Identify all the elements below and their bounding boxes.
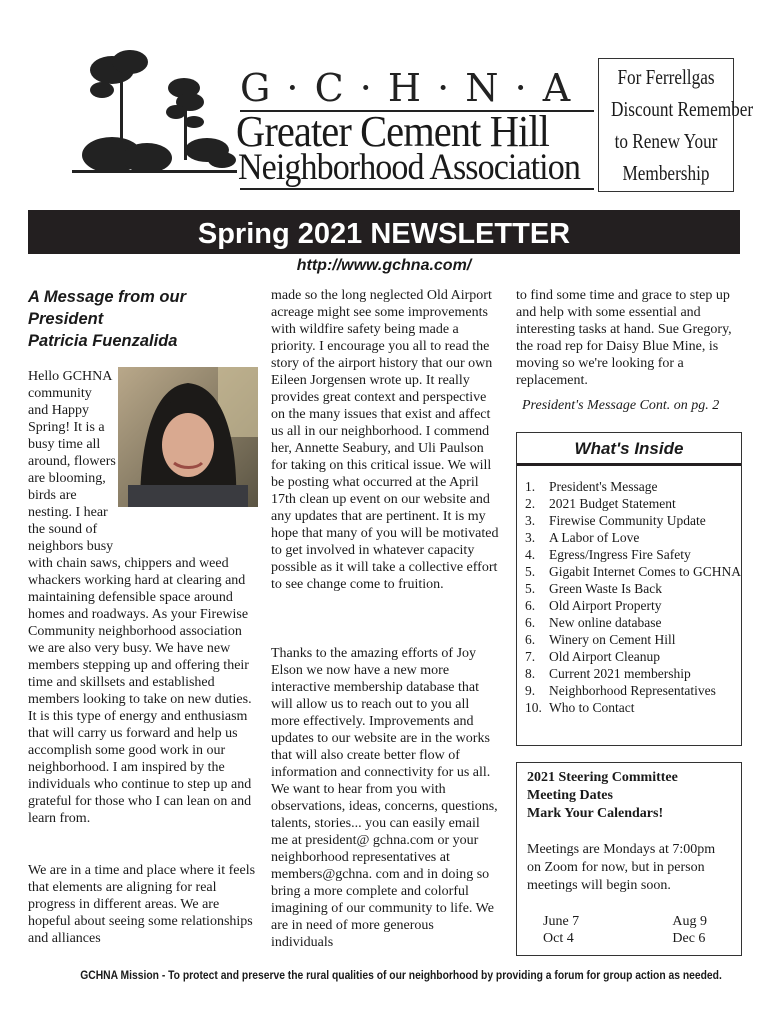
logo-trees-illustration bbox=[72, 40, 237, 190]
toc-item bbox=[525, 580, 741, 597]
toc-item-title: Firewise Community Update bbox=[549, 513, 706, 528]
president-message-paragraph: with chain saws, chippers and weed whackers working hard at clearing and maintaining defensible space around homes and roadways. As your Firewise Community neighborhood association we are also very busy. We have new members stepping up and offering their time and skillsets and established members looking to take on new duties. It is this type of energy and enthusiasm that will carry us forward and help us accomplish some good work in our neighborhood. I am inspired by the individuals who continue to step up and grateful for those who I can lean on and learn from. bbox=[28, 556, 252, 826]
promo-line: Membership bbox=[622, 161, 710, 185]
toc-item-title: Neighborhood Representatives bbox=[549, 683, 716, 698]
toc-item-number: 4. bbox=[525, 547, 536, 562]
header-rule-bottom bbox=[240, 188, 594, 190]
title-line: Patricia Fuenzalida bbox=[28, 332, 178, 350]
org-acronym: G · C · H · N · A bbox=[240, 66, 573, 110]
president-message-title bbox=[28, 286, 258, 352]
toc-item bbox=[525, 529, 741, 546]
intro-line: and Happy bbox=[28, 403, 90, 418]
toc-item bbox=[525, 631, 741, 648]
toc-item bbox=[525, 648, 741, 665]
toc-item-number: 2. bbox=[525, 496, 536, 511]
promo-line: to Renew Your bbox=[614, 129, 718, 153]
toc-item-title: Green Waste Is Back bbox=[549, 581, 662, 596]
promo-line: For Ferrellgas bbox=[617, 65, 715, 89]
toc-item bbox=[525, 682, 741, 699]
meeting-date: Dec 6 bbox=[672, 931, 706, 946]
president-message-paragraph: to find some time and grace to step up and help with some essential and interesting tasks at hand. Sue Gregory, the road rep for Daisy Blue Mine, is moving so we're looking for a replacement. bbox=[516, 288, 732, 388]
toc-item bbox=[525, 512, 741, 529]
toc-item bbox=[525, 495, 741, 512]
president-message-intro bbox=[28, 368, 116, 555]
toc-item bbox=[525, 597, 741, 614]
meeting-date: June 7 bbox=[543, 914, 580, 929]
title-line: President bbox=[28, 310, 104, 328]
toc-item-title: Old Airport Cleanup bbox=[549, 649, 660, 664]
dates-left bbox=[543, 913, 579, 947]
whats-inside-title: What's Inside bbox=[574, 439, 684, 458]
toc-item-title: Gigabit Internet Comes to GCHNA bbox=[549, 564, 741, 579]
intro-line: around, flowers bbox=[28, 454, 116, 469]
steering-body: Meetings are Mondays at 7:00pm on Zoom for now, but in person meetings will begin soon. bbox=[527, 842, 716, 893]
dates-right bbox=[672, 913, 707, 947]
promo-line: Discount Remember bbox=[611, 97, 754, 121]
whats-inside-box bbox=[516, 432, 742, 746]
toc-item-number: 8. bbox=[525, 666, 536, 681]
toc-item-title: Egress/Ingress Fire Safety bbox=[549, 547, 691, 562]
intro-line: birds are bbox=[28, 488, 77, 503]
meeting-date: Aug 9 bbox=[672, 914, 707, 929]
toc-item-number: 1. bbox=[525, 479, 536, 494]
toc-item bbox=[525, 546, 741, 563]
toc-item-title: New online database bbox=[549, 615, 662, 630]
org-name-line2: Neighborhood Association bbox=[238, 147, 580, 188]
toc-item-number: 7. bbox=[525, 649, 536, 664]
president-message-paragraph: made so the long neglected Old Airport acreage might see some improvements with wildfire safety being made a priority. I encourage you all to read the story of the airport history that our own Eileen Jorgensen wrote up. It really provides great context and perspective on the many issues that exist and affect us all in our neighborhood. I commend her, Annette Seabury, and Uli Paulson for taking on this critical issue. We will be posting what occurred at the April 17th clean up event on our website and any updates that are pertinent. It is my hope that many of you will be motivated to get involved in whatever capacity possible as it will take a collective effort to see change come to fruition. bbox=[271, 288, 499, 592]
mission-statement bbox=[28, 968, 742, 982]
toc-item-title: Winery on Cement Hill bbox=[549, 632, 676, 647]
toc-item-number: 6. bbox=[525, 615, 536, 630]
toc-item-title: 2021 Budget Statement bbox=[549, 496, 676, 511]
title-line: A Message from our bbox=[28, 288, 187, 306]
whats-inside-rule bbox=[517, 463, 741, 466]
toc-item-number: 3. bbox=[525, 513, 536, 528]
toc-item bbox=[525, 563, 741, 580]
toc-item-number: 10. bbox=[525, 700, 542, 715]
toc-item-number: 5. bbox=[525, 581, 536, 596]
toc-item-title: Current 2021 membership bbox=[549, 666, 691, 681]
toc-item-number: 6. bbox=[525, 598, 536, 613]
toc-item bbox=[525, 614, 741, 631]
intro-line: Spring! It is a bbox=[28, 420, 105, 435]
toc-item-title: Old Airport Property bbox=[549, 598, 662, 613]
table-of-contents bbox=[517, 478, 741, 716]
intro-line: the sound of bbox=[28, 522, 98, 537]
president-message-paragraph: We are in a time and place where it feels that elements are aligning for real progress in different areas. We are hopeful about seeing some relationships and alliances bbox=[28, 863, 256, 946]
intro-line: neighbors busy bbox=[28, 539, 114, 554]
intro-line: community bbox=[28, 386, 92, 401]
steering-heading: Mark Your Calendars! bbox=[527, 806, 664, 821]
steering-heading: Meeting Dates bbox=[527, 788, 613, 803]
toc-item-number: 5. bbox=[525, 564, 536, 579]
intro-line: nesting. I hear bbox=[28, 505, 108, 520]
meeting-dates bbox=[527, 913, 731, 947]
mission-text: GCHNA Mission - To protect and preserve the rural qualities of our neighborhood by providing a forum for group action as needed. bbox=[80, 968, 722, 982]
intro-line: Hello GCHNA bbox=[28, 369, 113, 384]
toc-item-title: President's Message bbox=[549, 479, 658, 494]
president-message-paragraph: Thanks to the amazing efforts of Joy Elson we now have a new more interactive membership database that will allow us to reach out to you all more effectively. Improvements and updates to our website are in the works that will also create better flow of information and connectivity for us all. We want to hear from you with observations, ideas, concerns, questions, talents, stories... you can easily email me at president@ gchna.com or your neighborhood representatives at members@gchna. com and in doing so bring a more complete and colorful imagining of our community to life. We are in need of more generous individuals bbox=[271, 646, 498, 950]
toc-item bbox=[525, 665, 741, 682]
website-link[interactable]: http://www.gchna.com/ bbox=[296, 257, 472, 274]
toc-item-number: 3. bbox=[525, 530, 536, 545]
ferrellgas-promo-box bbox=[598, 58, 754, 192]
intro-line: busy time all bbox=[28, 437, 101, 452]
toc-item bbox=[525, 699, 741, 716]
steering-committee-box bbox=[516, 762, 742, 956]
toc-item bbox=[525, 478, 741, 495]
intro-line: are blooming, bbox=[28, 471, 106, 486]
toc-item-number: 9. bbox=[525, 683, 536, 698]
president-portrait-photo bbox=[118, 367, 258, 507]
org-name-line1: Greater Cement Hill bbox=[236, 107, 549, 156]
newsletter-title-banner: Spring 2021 NEWSLETTER bbox=[28, 210, 740, 254]
steering-heading: 2021 Steering Committee bbox=[527, 770, 678, 785]
toc-item-title: A Labor of Love bbox=[549, 530, 640, 545]
continued-on-page-note: President's Message Cont. on pg. 2 bbox=[522, 398, 720, 413]
toc-item-number: 6. bbox=[525, 632, 536, 647]
toc-item-title: Who to Contact bbox=[549, 700, 635, 715]
meeting-date: Oct 4 bbox=[543, 931, 574, 946]
